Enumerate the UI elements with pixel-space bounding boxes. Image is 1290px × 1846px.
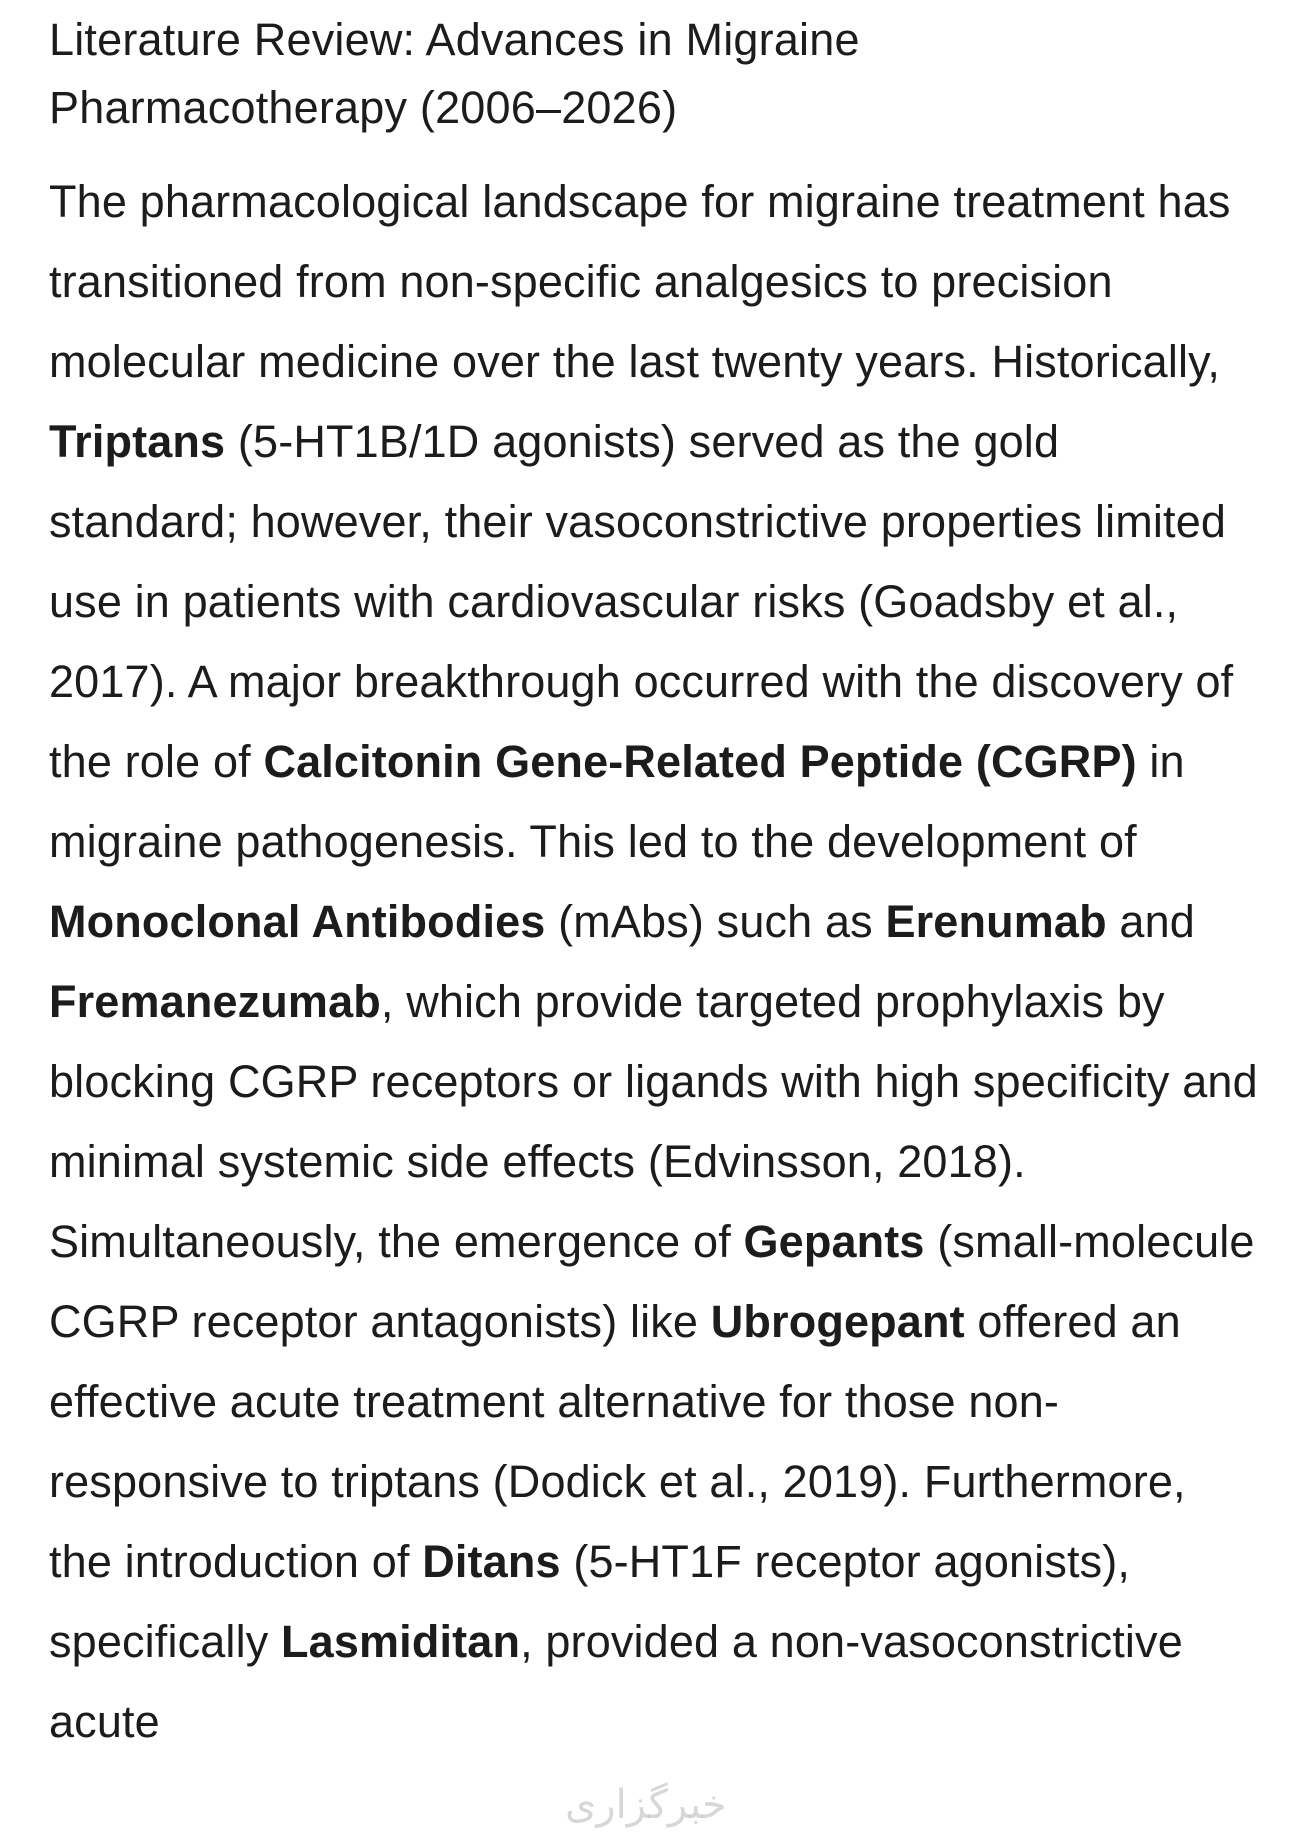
page-title (49, 6, 1259, 142)
text-run: (mAbs) such as (545, 896, 886, 947)
text-run: in migraine pathogenesis. This led to the development of (49, 736, 1185, 867)
term-monoclonal-antibodies: Monoclonal Antibodies (49, 896, 546, 947)
text-run: offered an effective acute treatment alternative for those non-responsive to triptans (Dodick et al., 2019). Furthermore, the introduction of (49, 1296, 1186, 1587)
text-run: The pharmacological landscape for migraine treatment has transitioned from non-specific analgesics to precision molecular medicine over the last twenty years. Historically, (49, 176, 1231, 387)
text-run: , which provide targeted prophylaxis by blocking CGRP receptors or ligands with high specificity and minimal systemic side effects (Edvinsson, 2018). Simultaneously, the emergence of (49, 976, 1258, 1267)
text-run: and (1106, 896, 1195, 947)
review-paragraph (49, 162, 1259, 1762)
term-erenumab: Erenumab (885, 896, 1107, 947)
text-run: (small-molecule CGRP receptor antagonists) like (49, 1216, 1255, 1347)
term-cgrp: Calcitonin Gene-Related Peptide (CGRP) (263, 736, 1137, 787)
term-lasmiditan: Lasmiditan (281, 1616, 521, 1667)
text-run: , provided a non-vasoconstrictive acute (49, 1616, 1183, 1747)
term-ubrogepant: Ubrogepant (710, 1296, 965, 1347)
text-run: (5-HT1B/1D agonists) served as the gold standard; however, their vasoconstrictive properties limited use in patients with cardiovascular risks (Goadsby et al., 2017). A major breakthrough occurred with the discovery of the role of (49, 416, 1234, 787)
term-triptans: Triptans (49, 416, 226, 467)
term-gepants: Gepants (743, 1216, 925, 1267)
watermark: خبرگزاری (565, 1782, 727, 1828)
title-line-2: Pharmacotherapy (2006–2026) (49, 82, 678, 133)
title-line-1: Literature Review: Advances in Migraine (49, 14, 860, 65)
term-fremanezumab: Fremanezumab (49, 976, 381, 1027)
document-body (49, 6, 1259, 1762)
term-ditans: Ditans (422, 1536, 561, 1587)
text-run: (5-HT1F receptor agonists), specifically (49, 1536, 1131, 1667)
